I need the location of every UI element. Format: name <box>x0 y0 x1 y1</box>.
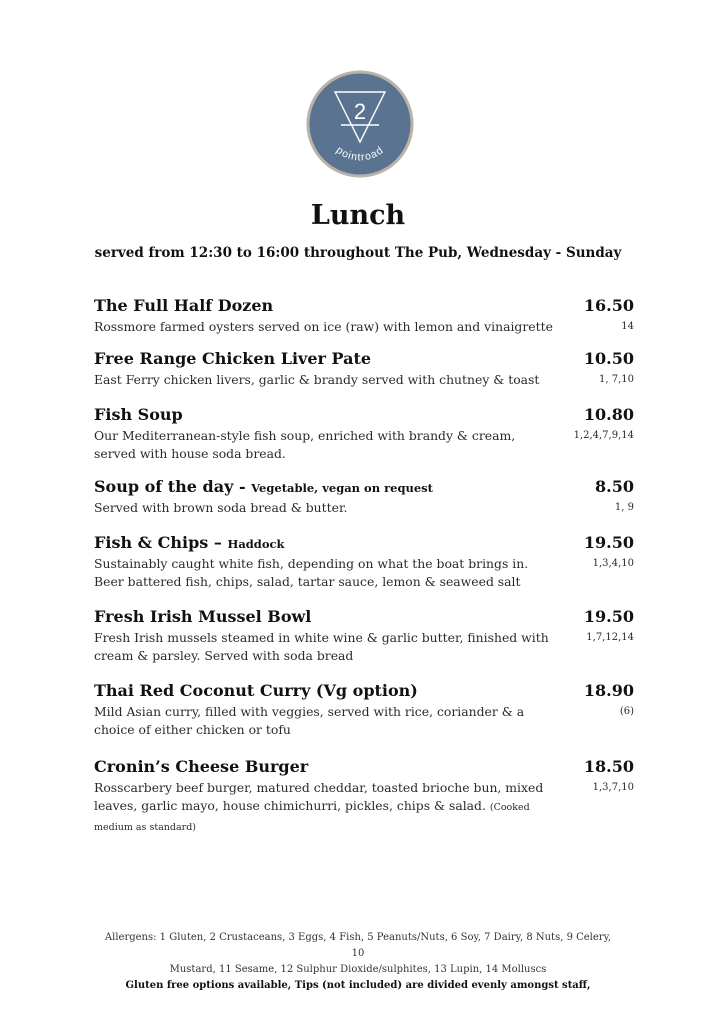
item-price: 8.50 <box>595 477 634 496</box>
menu-item <box>94 756 634 837</box>
item-name: Thai Red Coconut Curry (Vg option) <box>94 681 418 700</box>
restaurant-logo <box>306 70 414 178</box>
item-allergens: 1,7,12,14 <box>586 632 634 643</box>
item-name: Cronin’s Cheese Burger <box>94 757 309 776</box>
item-description: Rossmore farmed oysters served on ice (raw) with lemon and vinaigrette <box>94 319 553 334</box>
item-allergens: 1,3,7,10 <box>592 782 634 793</box>
logo-wordmark: pointroad <box>333 144 387 164</box>
item-price: 10.80 <box>583 405 634 424</box>
item-price: 18.90 <box>583 681 634 700</box>
item-description: Rosscarbery beef burger, matured cheddar, toasted brioche bun, mixed leaves, garlic mayo, house chimichurri, pickles, chips & salad. (Cooked medium as standard) <box>94 780 544 833</box>
item-price: 18.50 <box>583 757 634 776</box>
item-price: 19.50 <box>583 607 634 626</box>
item-description: East Ferry chicken livers, garlic & brandy served with chutney & toast <box>94 372 540 387</box>
item-description: Served with brown soda bread & butter. <box>94 500 348 515</box>
item-allergens: 1,3,4,10 <box>592 558 634 569</box>
item-allergens: (6) <box>619 706 634 717</box>
item-name: The Full Half Dozen <box>94 296 274 315</box>
menu-item <box>94 404 634 465</box>
service-hours: served from 12:30 to 16:00 throughout The Pub, Wednesday - Sunday <box>94 245 622 261</box>
item-name: Free Range Chicken Liver Pate <box>94 349 372 368</box>
item-name: Fresh Irish Mussel Bowl <box>94 607 312 626</box>
item-allergens: 1, 7,10 <box>599 374 634 385</box>
item-price: 16.50 <box>583 296 634 315</box>
menu-item <box>94 476 634 519</box>
menu-item <box>94 532 634 593</box>
item-name: Soup of the day - Vegetable, vegan on request <box>94 477 433 496</box>
logo-number: 2 <box>353 99 367 124</box>
item-price: 10.50 <box>583 349 634 368</box>
item-name: Fish Soup <box>94 405 183 424</box>
item-name: Fish & Chips – Haddock <box>94 533 285 552</box>
item-description: Our Mediterranean-style fish soup, enriched with brandy & cream, served with house soda bread. <box>94 428 516 461</box>
item-price: 19.50 <box>583 533 634 552</box>
service-note: Gluten free options available, Tips (not included) are divided evenly amongst staff, <box>125 980 591 991</box>
allergen-legend-line-1: Allergens: 1 Gluten, 2 Crustaceans, 3 Eggs, 4 Fish, 5 Peanuts/Nuts, 6 Soy, 7 Dairy, 8 Nuts, 9 Celery, 10 <box>104 932 612 959</box>
item-allergens: 1,2,4,7,9,14 <box>573 430 634 441</box>
allergen-footer <box>100 930 616 994</box>
allergen-legend-line-2: Mustard, 11 Sesame, 12 Sulphur Dioxide/sulphites, 13 Lupin, 14 Molluscs <box>169 964 547 975</box>
item-description: Fresh Irish mussels steamed in white wine & garlic butter, finished with cream & parsley. Served with soda bread <box>94 630 549 663</box>
item-allergens: 14 <box>621 321 634 332</box>
menu-item <box>94 606 634 667</box>
item-description: Mild Asian curry, filled with veggies, served with rice, coriander & a choice of either chicken or tofu <box>94 704 525 737</box>
menu-item <box>94 295 634 338</box>
page-title: Lunch <box>310 200 406 231</box>
item-allergens: 1, 9 <box>614 502 634 513</box>
menu-item <box>94 680 634 741</box>
item-description: Sustainably caught white fish, depending on what the boat brings in. Beer battered fish, chips, salad, tartar sauce, lemon & seaweed salt <box>94 556 529 589</box>
menu-item <box>94 348 634 391</box>
